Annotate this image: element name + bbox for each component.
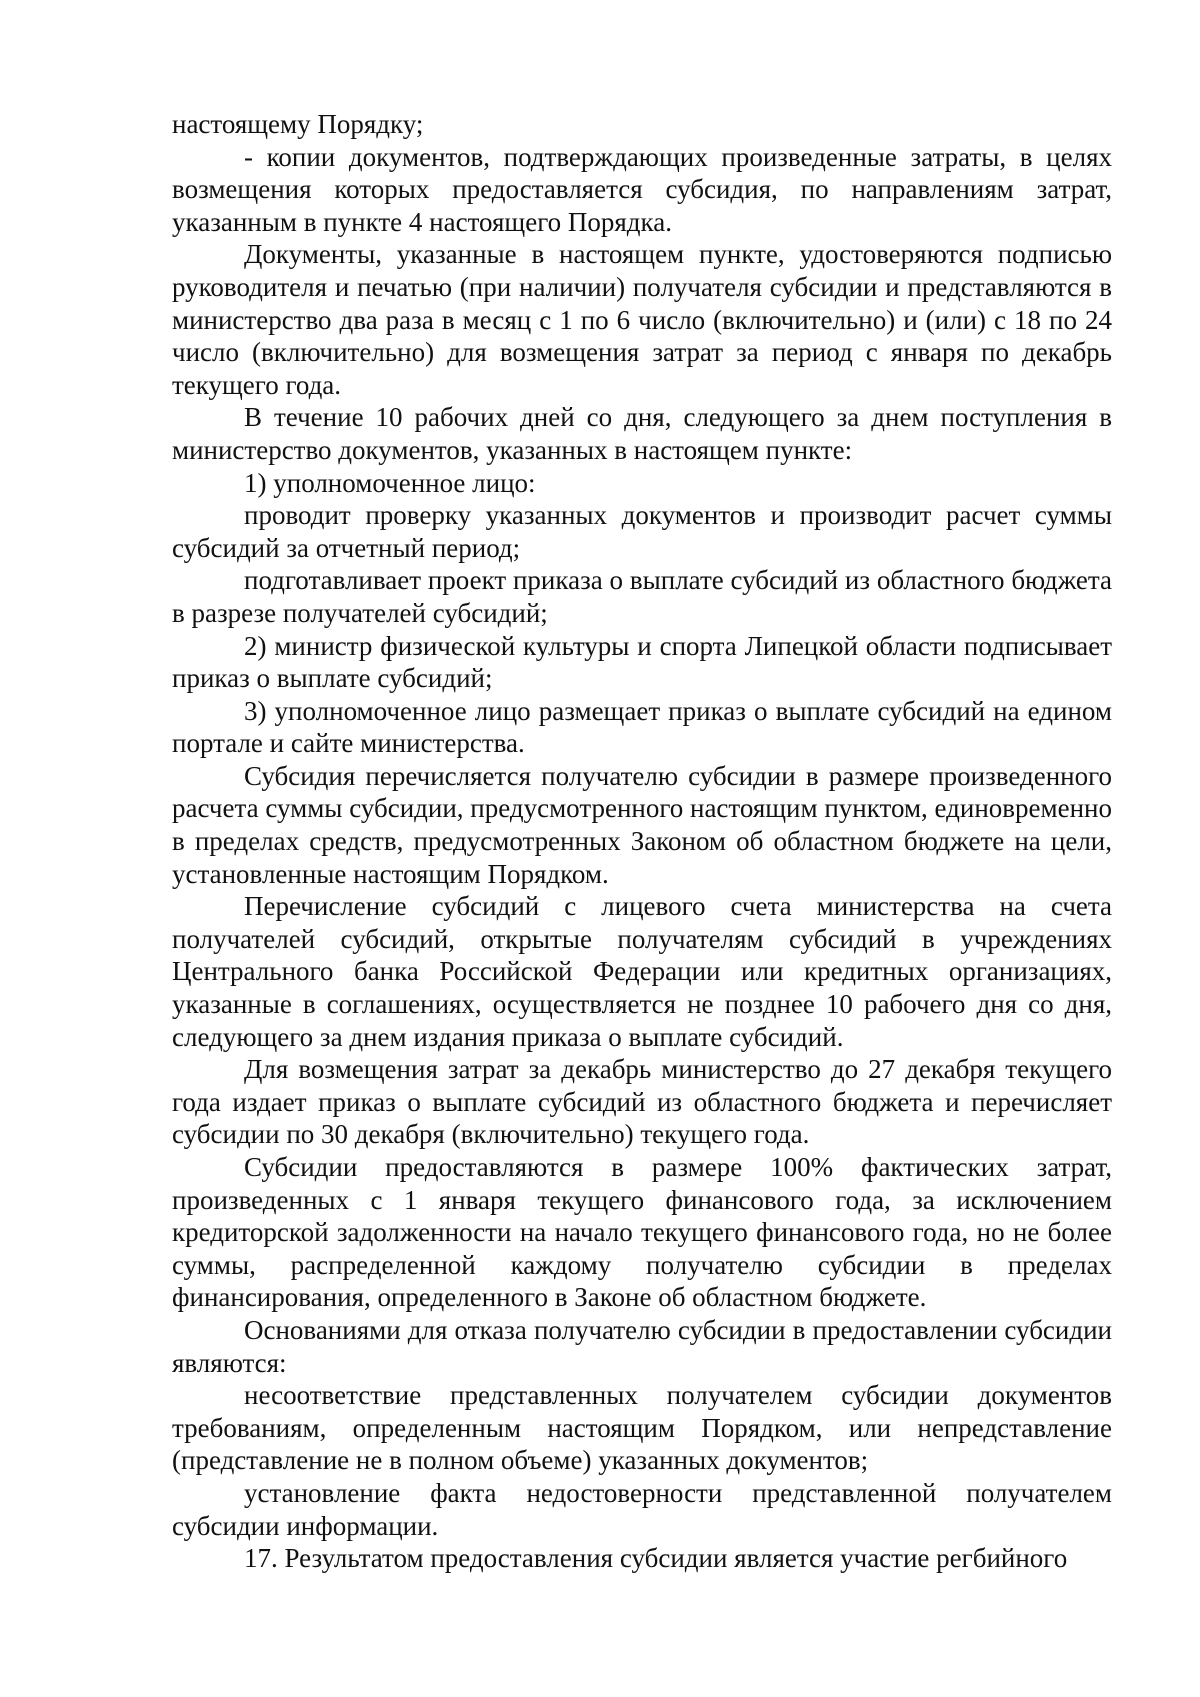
paragraph-5: 1) уполномоченное лицо:	[244, 467, 536, 498]
paragraph-16: установление факта недостоверности представленной получателем субсидии информации.	[172, 1477, 1112, 1541]
paragraph-10: Субсидия перечисляется получателю субсидии в размере произведенного расчета суммы субсидии, предусмотренного настоящим пунктом, единовременно в пределах средств, предусмотренных Законом об областном бюджете на цели, установленные настоящим Порядком.	[172, 760, 1112, 889]
paragraph-7: подготавливает проект приказа о выплате субсидий из областного бюджета в разрезе получателей субсидий;	[172, 565, 1112, 628]
paragraph-6: проводит проверку указанных документов и производит расчет суммы субсидий за отчетный период;	[172, 500, 1112, 563]
paragraph-14: Основаниями для отказа получателю субсидии в предоставлении субсидии являются:	[172, 1314, 1112, 1378]
paragraph-15: несоответствие представленных получателем субсидии документов требованиям, определенным настоящим Порядком, или непредставление (представление не в полном объеме) указанных документов;	[172, 1380, 1112, 1476]
paragraph-9: 3) уполномоченное лицо размещает приказ о выплате субсидий на едином портале и сайте министерства.	[172, 695, 1112, 759]
paragraph-4: В течение 10 рабочих дней со дня, следующего за днем поступления в министерство документов, указанных в настоящем пункте:	[172, 402, 1112, 465]
paragraph-2: - копии документов, подтверждающих произведенные затраты, в целях возмещения которых предоставляется субсидия, по направлениям затрат, указанным в пункте 4 настоящего Порядка.	[172, 141, 1112, 237]
paragraph-17: 17. Результатом предоставления субсидии является участие регбийного	[244, 1543, 1068, 1574]
paragraph-13: Субсидии предоставляются в размере 100% фактических затрат, произведенных с 1 января текущего финансового года, за исключением кредиторской задолженности на начало текущего финансового года, но не более суммы, распределенной каждому получателю субсидии в пределах финансирования, определенного в Законе об областном бюджете.	[172, 1152, 1112, 1313]
paragraph-8: 2) министр физической культуры и спорта Липецкой области подписывает приказ о выплате субсидий;	[172, 630, 1112, 694]
paragraph-12: Для возмещения затрат за декабрь министерство до 27 декабря текущего года издает приказ о выплате субсидий из областного бюджета и перечисляет субсидии по 30 декабря (включительно) текущего года.	[172, 1054, 1112, 1150]
paragraph-1: настоящему Порядку;	[172, 109, 424, 139]
paragraph-11: Перечисление субсидий с лицевого счета министерства на счета получателей субсидий, открытые получателям субсидий в учреждениях Центрального банка Российской Федерации или кредитных организациях, указанные в соглашениях, осуществляется не позднее 10 рабочего дня со дня, следующего за днем издания приказа о выплате субсидий.	[172, 891, 1112, 1052]
paragraph-3: Документы, указанные в настоящем пункте, удостоверяются подписью руководителя и печатью (при наличии) получателя субсидии и представляются в министерство два раза в месяц с 1 по 6 число (включительно) и (или) с 18 по 24 число (включительно) для возмещения затрат за период с января по декабрь текущего года.	[172, 239, 1112, 400]
